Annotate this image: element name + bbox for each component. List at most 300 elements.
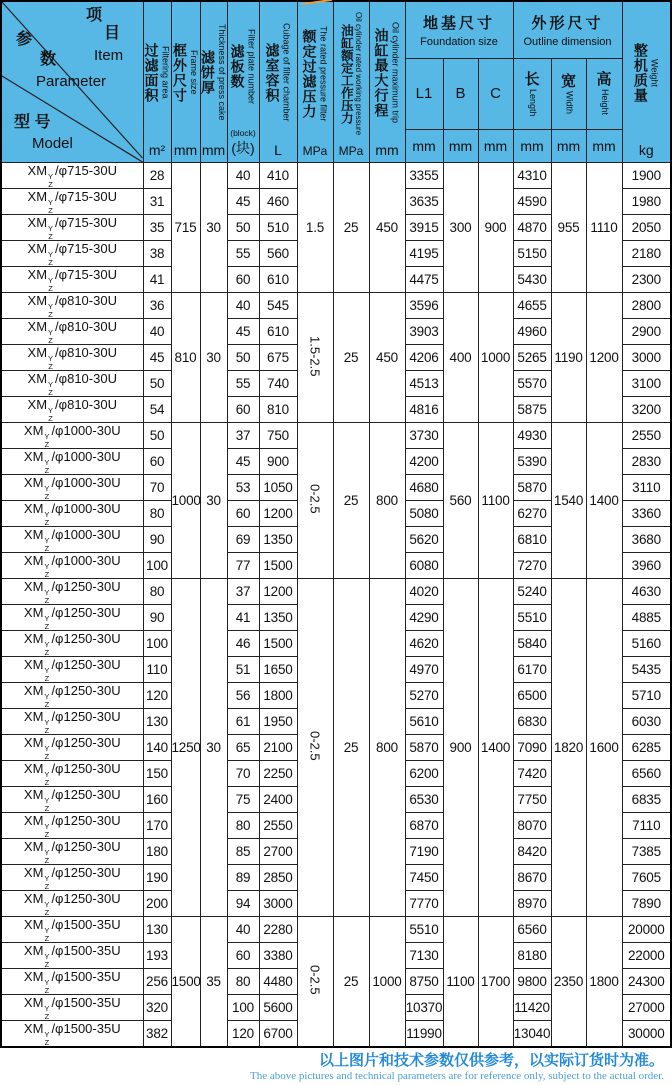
model-cell: XM Y Z /φ1250-30U xyxy=(1,761,143,787)
cubage-cell: 1500 xyxy=(259,553,297,579)
cubage-cell: 6700 xyxy=(259,1021,297,1048)
width-cell: 1820 xyxy=(551,579,586,917)
model-cell: XM Y Z /φ1500-35U xyxy=(1,969,143,995)
plate-number-cell: 120 xyxy=(227,1021,259,1048)
weight-cell: 5710 xyxy=(622,683,671,709)
weight-cell: 30000 xyxy=(622,1021,671,1048)
filtering-area-cell: 41 xyxy=(143,267,171,293)
filtering-area-cell: 80 xyxy=(143,501,171,527)
length-cell: 8070 xyxy=(513,813,551,839)
corner-model-cn: 型 号 xyxy=(14,114,51,131)
cake-thickness-cell: 35 xyxy=(200,917,227,1048)
plate-number-cell: 40 xyxy=(227,917,259,943)
foundation-l1-cell: 4620 xyxy=(405,631,443,657)
header-plate-number-en: Filter plate number xyxy=(246,28,257,104)
rated-pressure-cell: 0-2.5 xyxy=(297,579,333,917)
plate-number-cell: 94 xyxy=(227,891,259,917)
foundation-l1-cell: 7450 xyxy=(405,865,443,891)
filtering-area-cell: 193 xyxy=(143,943,171,969)
outline-dimension-en: Outline dimension xyxy=(523,36,612,48)
foundation-c-cell: 1000 xyxy=(478,293,513,423)
cubage-cell: 545 xyxy=(259,293,297,319)
length-cell: 5570 xyxy=(513,371,551,397)
cubage-cell: 2250 xyxy=(259,761,297,787)
header-row-1 xyxy=(1,1,671,59)
header-cake-thickness-en: Thickness of press cake xyxy=(216,24,227,121)
model-cell: XM Y Z /φ1250-30U xyxy=(1,813,143,839)
filtering-area-cell: 50 xyxy=(143,423,171,449)
cubage-cell: 2280 xyxy=(259,917,297,943)
model-cell: XM Y Z /φ715-30U xyxy=(1,215,143,241)
width-en: Width xyxy=(564,90,575,114)
spec-row xyxy=(1,163,671,189)
filtering-area-cell: 45 xyxy=(143,345,171,371)
foundation-l1-cell: 7190 xyxy=(405,839,443,865)
length-cell: 4655 xyxy=(513,293,551,319)
model-cell: XM Y Z /φ810-30U xyxy=(1,397,143,423)
filtering-area-cell: 130 xyxy=(143,917,171,943)
footer-note xyxy=(0,1048,670,1085)
model-cell: XM Y Z /φ1250-30U xyxy=(1,657,143,683)
spec-row xyxy=(1,917,671,943)
filtering-area-cell: 150 xyxy=(143,761,171,787)
foundation-l1-cell: 7770 xyxy=(405,891,443,917)
foundation-c-cell: 900 xyxy=(478,163,513,293)
model-cell: XM Y Z /φ1250-30U xyxy=(1,839,143,865)
length-cell: 4960 xyxy=(513,319,551,345)
cubage-cell: 2400 xyxy=(259,787,297,813)
model-cell: XM Y Z /φ1000-30U xyxy=(1,475,143,501)
length-cell: 5430 xyxy=(513,267,551,293)
weight-cell: 1980 xyxy=(622,189,671,215)
foundation-l1-cell: 6200 xyxy=(405,761,443,787)
length-cell: 5240 xyxy=(513,579,551,605)
foundation-l1-cell: 3596 xyxy=(405,293,443,319)
plate-number-cell: 45 xyxy=(227,189,259,215)
weight-cell: 2050 xyxy=(622,215,671,241)
model-cell: XM Y Z /φ1250-30U xyxy=(1,631,143,657)
header-frame-size-en: Frame size xyxy=(188,50,199,95)
header-filtering-area-cn: 过滤面积 xyxy=(143,42,160,103)
plate-number-cell: 40 xyxy=(227,293,259,319)
model-cell: XM Y Z /φ1000-30U xyxy=(1,527,143,553)
foundation-size-en: Foundation size xyxy=(420,36,498,48)
corner-param-en: Parameter xyxy=(36,73,107,90)
header-plate-number-cn: 滤板数 xyxy=(229,43,246,89)
cubage-cell: 1650 xyxy=(259,657,297,683)
cubage-cell: 610 xyxy=(259,267,297,293)
filtering-area-cell: 200 xyxy=(143,891,171,917)
model-cell: XM Y Z /φ715-30U xyxy=(1,189,143,215)
plate-number-cell: 45 xyxy=(227,319,259,345)
header-rated-pressure-cn: 额定过滤压力 xyxy=(301,28,318,119)
cubage-cell: 750 xyxy=(259,423,297,449)
header-working-pressure-en: Oil cylinder rated working pressure xyxy=(354,11,364,136)
model-cell: XM Y Z /φ1000-30U xyxy=(1,501,143,527)
plate-number-cell: 37 xyxy=(227,423,259,449)
width-cn: 宽 xyxy=(561,72,577,90)
weight-cell: 3960 xyxy=(622,553,671,579)
foundation-l1-cell: 4020 xyxy=(405,579,443,605)
length-cell: 8420 xyxy=(513,839,551,865)
header-foundation-size-group xyxy=(405,1,513,59)
foundation-size-cn: 地基尺寸 xyxy=(423,15,496,32)
weight-cell: 3110 xyxy=(622,475,671,501)
weight-cell: 4885 xyxy=(622,605,671,631)
model-cell: XM Y Z /φ1250-30U xyxy=(1,605,143,631)
foundation-l1-cell: 4816 xyxy=(405,397,443,423)
foundation-l1-cell: 6530 xyxy=(405,787,443,813)
weight-cell: 7605 xyxy=(622,865,671,891)
header-max-trip-cn: 油缸最大行程 xyxy=(373,27,390,118)
plate-number-cell: 61 xyxy=(227,709,259,735)
outline-dimension-cn: 外形尺寸 xyxy=(531,15,604,32)
unit-width: mm xyxy=(551,130,586,163)
cubage-cell: 740 xyxy=(259,371,297,397)
rated-pressure-cell: 0-2.5 xyxy=(297,917,333,1048)
filtering-area-cell: 100 xyxy=(143,631,171,657)
plate-number-cell: 53 xyxy=(227,475,259,501)
cake-thickness-cell: 30 xyxy=(200,423,227,579)
cubage-cell: 3000 xyxy=(259,891,297,917)
length-cell: 4310 xyxy=(513,163,551,189)
weight-cell: 7110 xyxy=(622,813,671,839)
cubage-cell: 610 xyxy=(259,319,297,345)
b-label: B xyxy=(455,85,466,102)
foundation-l1-cell: 4290 xyxy=(405,605,443,631)
length-cell: 6830 xyxy=(513,709,551,735)
corner-item-char-2: 目 xyxy=(104,25,121,42)
plate-number-cell: 60 xyxy=(227,397,259,423)
filtering-area-cell: 110 xyxy=(143,657,171,683)
corner-item-char-1: 项 xyxy=(86,7,103,24)
foundation-l1-cell: 4513 xyxy=(405,371,443,397)
weight-cell: 3360 xyxy=(622,501,671,527)
width-cell: 1540 xyxy=(551,423,586,579)
plate-number-cell: 89 xyxy=(227,865,259,891)
model-cell: XM Y Z /φ1250-30U xyxy=(1,683,143,709)
plate-number-cell: 45 xyxy=(227,449,259,475)
cubage-cell: 810 xyxy=(259,397,297,423)
cubage-cell: 1800 xyxy=(259,683,297,709)
spec-row xyxy=(1,423,671,449)
width-cell: 955 xyxy=(551,163,586,293)
header-length xyxy=(513,59,551,130)
model-cell: XM Y Z /φ1250-30U xyxy=(1,787,143,813)
foundation-l1-cell: 4206 xyxy=(405,345,443,371)
working-pressure-cell: 25 xyxy=(333,293,369,423)
cubage-cell: 1200 xyxy=(259,579,297,605)
header-cake-thickness xyxy=(200,1,227,163)
filtering-area-cell: 31 xyxy=(143,189,171,215)
length-cell: 13040 xyxy=(513,1021,551,1048)
unit-mm: mm xyxy=(173,142,198,158)
cubage-cell: 1950 xyxy=(259,709,297,735)
plate-number-cell: 80 xyxy=(227,813,259,839)
foundation-l1-cell: 3635 xyxy=(405,189,443,215)
foundation-l1-cell: 4680 xyxy=(405,475,443,501)
filtering-area-cell: 90 xyxy=(143,527,171,553)
cubage-cell: 460 xyxy=(259,189,297,215)
width-cell: 2350 xyxy=(551,917,586,1048)
cubage-cell: 1350 xyxy=(259,527,297,553)
model-cell: XM Y Z /φ1000-30U xyxy=(1,423,143,449)
foundation-l1-cell: 3915 xyxy=(405,215,443,241)
frame-size-cell: 810 xyxy=(171,293,200,423)
foundation-l1-cell: 11990 xyxy=(405,1021,443,1048)
model-cell: XM Y Z /φ1250-30U xyxy=(1,579,143,605)
weight-cell: 5160 xyxy=(622,631,671,657)
filtering-area-cell: 100 xyxy=(143,553,171,579)
cubage-cell: 560 xyxy=(259,241,297,267)
header-cubage xyxy=(259,1,297,163)
cubage-cell: 1050 xyxy=(259,475,297,501)
filtering-area-cell: 36 xyxy=(143,293,171,319)
model-cell: XM Y Z /φ715-30U xyxy=(1,267,143,293)
length-cell: 8670 xyxy=(513,865,551,891)
foundation-l1-cell: 5610 xyxy=(405,709,443,735)
weight-cell: 6560 xyxy=(622,761,671,787)
cubage-cell: 2550 xyxy=(259,813,297,839)
length-cell: 8180 xyxy=(513,943,551,969)
filtering-area-cell: 256 xyxy=(143,969,171,995)
length-cell: 6500 xyxy=(513,683,551,709)
foundation-c-cell: 1400 xyxy=(478,579,513,917)
foundation-l1-cell: 3355 xyxy=(405,163,443,189)
filtering-area-cell: 38 xyxy=(143,241,171,267)
corner-item-en: Item xyxy=(94,47,124,64)
weight-cell: 6835 xyxy=(622,787,671,813)
foundation-c-cell: 1700 xyxy=(478,917,513,1048)
max-trip-cell: 450 xyxy=(369,293,405,423)
model-cell: XM Y Z /φ810-30U xyxy=(1,345,143,371)
plate-number-cell: 80 xyxy=(227,969,259,995)
filtering-area-cell: 130 xyxy=(143,709,171,735)
header-max-trip xyxy=(369,1,405,163)
model-cell: XM Y Z /φ1250-30U xyxy=(1,709,143,735)
working-pressure-cell: 25 xyxy=(333,163,369,293)
cubage-cell: 3380 xyxy=(259,943,297,969)
plate-number-cell: 51 xyxy=(227,657,259,683)
frame-size-cell: 1500 xyxy=(171,917,200,1048)
weight-cell: 22000 xyxy=(622,943,671,969)
weight-cell: 20000 xyxy=(622,917,671,943)
cubage-cell: 1200 xyxy=(259,501,297,527)
length-cell: 4590 xyxy=(513,189,551,215)
foundation-l1-cell: 4475 xyxy=(405,267,443,293)
weight-cell: 2300 xyxy=(622,267,671,293)
plate-number-cell: 60 xyxy=(227,267,259,293)
cubage-cell: 900 xyxy=(259,449,297,475)
foundation-l1-cell: 10370 xyxy=(405,995,443,1021)
foundation-l1-cell: 3903 xyxy=(405,319,443,345)
unit-mm: mm xyxy=(201,142,226,158)
filtering-area-cell: 60 xyxy=(143,449,171,475)
plate-number-cell: 50 xyxy=(227,215,259,241)
plate-number-cell: 60 xyxy=(227,943,259,969)
rated-pressure-cell: 1.5 xyxy=(297,163,333,293)
unit-m2: m² xyxy=(148,142,166,158)
header-outline-dimension-group xyxy=(513,1,622,59)
foundation-c-cell: 1100 xyxy=(478,423,513,579)
length-cell: 5390 xyxy=(513,449,551,475)
rated-pressure-cell: 0-2.5 xyxy=(297,423,333,579)
filtering-area-cell: 70 xyxy=(143,475,171,501)
foundation-b-cell: 400 xyxy=(443,293,478,423)
header-working-pressure xyxy=(333,1,369,163)
plate-number-cell: 50 xyxy=(227,345,259,371)
filtering-area-cell: 320 xyxy=(143,995,171,1021)
header-weight xyxy=(622,1,671,163)
filtering-area-cell: 35 xyxy=(143,215,171,241)
cake-thickness-cell: 30 xyxy=(200,163,227,293)
model-cell: XM Y Z /φ1250-30U xyxy=(1,891,143,917)
cubage-cell: 1350 xyxy=(259,605,297,631)
weight-cell: 3680 xyxy=(622,527,671,553)
footer-note-cn: 以上图片和技术参数仅供参考，以实际订货时为准。 xyxy=(318,1052,664,1069)
header-plate-number xyxy=(227,1,259,163)
weight-cell: 5435 xyxy=(622,657,671,683)
model-cell: XM Y Z /φ810-30U xyxy=(1,319,143,345)
foundation-l1-cell: 5620 xyxy=(405,527,443,553)
unit-mm: mm xyxy=(375,142,399,158)
weight-cell: 2550 xyxy=(622,423,671,449)
corner-model-en: Model xyxy=(32,135,73,152)
model-cell: XM Y Z /φ810-30U xyxy=(1,371,143,397)
header-weight-en: Weight xyxy=(649,58,660,87)
max-trip-cell: 800 xyxy=(369,579,405,917)
foundation-l1-cell: 4200 xyxy=(405,449,443,475)
length-cell: 5875 xyxy=(513,397,551,423)
plate-number-cell: 60 xyxy=(227,501,259,527)
foundation-l1-cell: 6870 xyxy=(405,813,443,839)
filtering-area-cell: 40 xyxy=(143,319,171,345)
height-cell: 1110 xyxy=(586,163,622,293)
model-cell: XM Y Z /φ1500-35U xyxy=(1,943,143,969)
length-cell: 7270 xyxy=(513,553,551,579)
length-cell: 5510 xyxy=(513,605,551,631)
foundation-l1-cell: 5270 xyxy=(405,683,443,709)
plate-number-cell: 55 xyxy=(227,241,259,267)
weight-cell: 3200 xyxy=(622,397,671,423)
model-cell: XM Y Z /φ1500-35U xyxy=(1,917,143,943)
foundation-l1-cell: 5870 xyxy=(405,735,443,761)
length-cell: 7750 xyxy=(513,787,551,813)
model-cell: XM Y Z /φ1000-30U xyxy=(1,449,143,475)
unit-kg: kg xyxy=(638,142,654,158)
length-cell: 5150 xyxy=(513,241,551,267)
cubage-cell: 2850 xyxy=(259,865,297,891)
max-trip-cell: 1000 xyxy=(369,917,405,1048)
model-cell: XM Y Z /φ1250-30U xyxy=(1,865,143,891)
header-rated-pressure-en: The rated pressure filter xyxy=(318,25,329,122)
weight-cell: 1900 xyxy=(622,163,671,189)
frame-size-cell: 1250 xyxy=(171,579,200,917)
length-cell: 6560 xyxy=(513,917,551,943)
unit-mpa: MPa xyxy=(302,144,328,158)
plate-number-cell: 77 xyxy=(227,553,259,579)
plate-number-cell: 75 xyxy=(227,787,259,813)
header-frame-size-cn: 框外尺寸 xyxy=(172,42,189,103)
unit-length: mm xyxy=(513,130,551,163)
foundation-l1-cell: 4970 xyxy=(405,657,443,683)
foundation-l1-cell: 5510 xyxy=(405,917,443,943)
model-cell: XM Y Z /φ1500-35U xyxy=(1,995,143,1021)
height-cell: 1200 xyxy=(586,293,622,423)
filtering-area-cell: 190 xyxy=(143,865,171,891)
cubage-cell: 5600 xyxy=(259,995,297,1021)
length-cell: 4930 xyxy=(513,423,551,449)
width-cell: 1190 xyxy=(551,293,586,423)
weight-cell: 4630 xyxy=(622,579,671,605)
length-cn: 长 xyxy=(524,70,540,88)
weight-cell: 3100 xyxy=(622,371,671,397)
unit-litre: L xyxy=(274,142,282,158)
weight-cell: 24300 xyxy=(622,969,671,995)
foundation-l1-cell: 5080 xyxy=(405,501,443,527)
cubage-cell: 2100 xyxy=(259,735,297,761)
corner-header-cell xyxy=(1,1,143,163)
frame-size-cell: 1000 xyxy=(171,423,200,579)
header-working-pressure-cn: 油缸额定工作压力 xyxy=(339,23,354,124)
filtering-area-cell: 28 xyxy=(143,163,171,189)
length-cell: 7090 xyxy=(513,735,551,761)
length-cell: 6270 xyxy=(513,501,551,527)
unit-block-en: (block) xyxy=(230,127,256,138)
foundation-l1-cell: 6080 xyxy=(405,553,443,579)
unit-c: mm xyxy=(478,130,513,163)
foundation-l1-cell: 4195 xyxy=(405,241,443,267)
model-cell: XM Y Z /φ1250-30U xyxy=(1,735,143,761)
foundation-b-cell: 300 xyxy=(443,163,478,293)
model-cell: XM Y Z /φ715-30U xyxy=(1,241,143,267)
plate-number-cell: 65 xyxy=(227,735,259,761)
unit-l1: mm xyxy=(405,130,443,163)
model-cell: XM Y Z /φ715-30U xyxy=(1,163,143,189)
unit-b: mm xyxy=(443,130,478,163)
header-filtering-area-en: Filtering area xyxy=(160,46,171,99)
length-cell: 5265 xyxy=(513,345,551,371)
header-filtering-area xyxy=(143,1,171,163)
model-cell: XM Y Z /φ1500-35U xyxy=(1,1021,143,1048)
filtering-area-cell: 120 xyxy=(143,683,171,709)
cake-thickness-cell: 30 xyxy=(200,579,227,917)
filtering-area-cell: 382 xyxy=(143,1021,171,1048)
filtering-area-cell: 90 xyxy=(143,605,171,631)
footer-note-en: The above pictures and technical parameters are for reference only, subject to the actual order. xyxy=(249,1070,664,1082)
weight-cell: 6285 xyxy=(622,735,671,761)
length-cell: 7420 xyxy=(513,761,551,787)
plate-number-cell: 70 xyxy=(227,761,259,787)
plate-number-cell: 46 xyxy=(227,631,259,657)
spec-row xyxy=(1,579,671,605)
height-cell: 1600 xyxy=(586,579,622,917)
frame-size-cell: 715 xyxy=(171,163,200,293)
corner-param-char-1: 参 xyxy=(16,31,33,48)
weight-cell: 2180 xyxy=(622,241,671,267)
header-cake-thickness-cn: 滤饼厚 xyxy=(200,50,217,95)
foundation-l1-cell: 7130 xyxy=(405,943,443,969)
rated-pressure-cell: 1.5-2.5 xyxy=(297,293,333,423)
unit-height: mm xyxy=(586,130,622,163)
plate-number-cell: 69 xyxy=(227,527,259,553)
length-en: Length xyxy=(527,88,538,117)
cubage-cell: 410 xyxy=(259,163,297,189)
length-cell: 5840 xyxy=(513,631,551,657)
length-cell: 5870 xyxy=(513,475,551,501)
header-weight-cn: 整机质量 xyxy=(632,42,649,103)
l1-label: L1 xyxy=(415,85,433,102)
